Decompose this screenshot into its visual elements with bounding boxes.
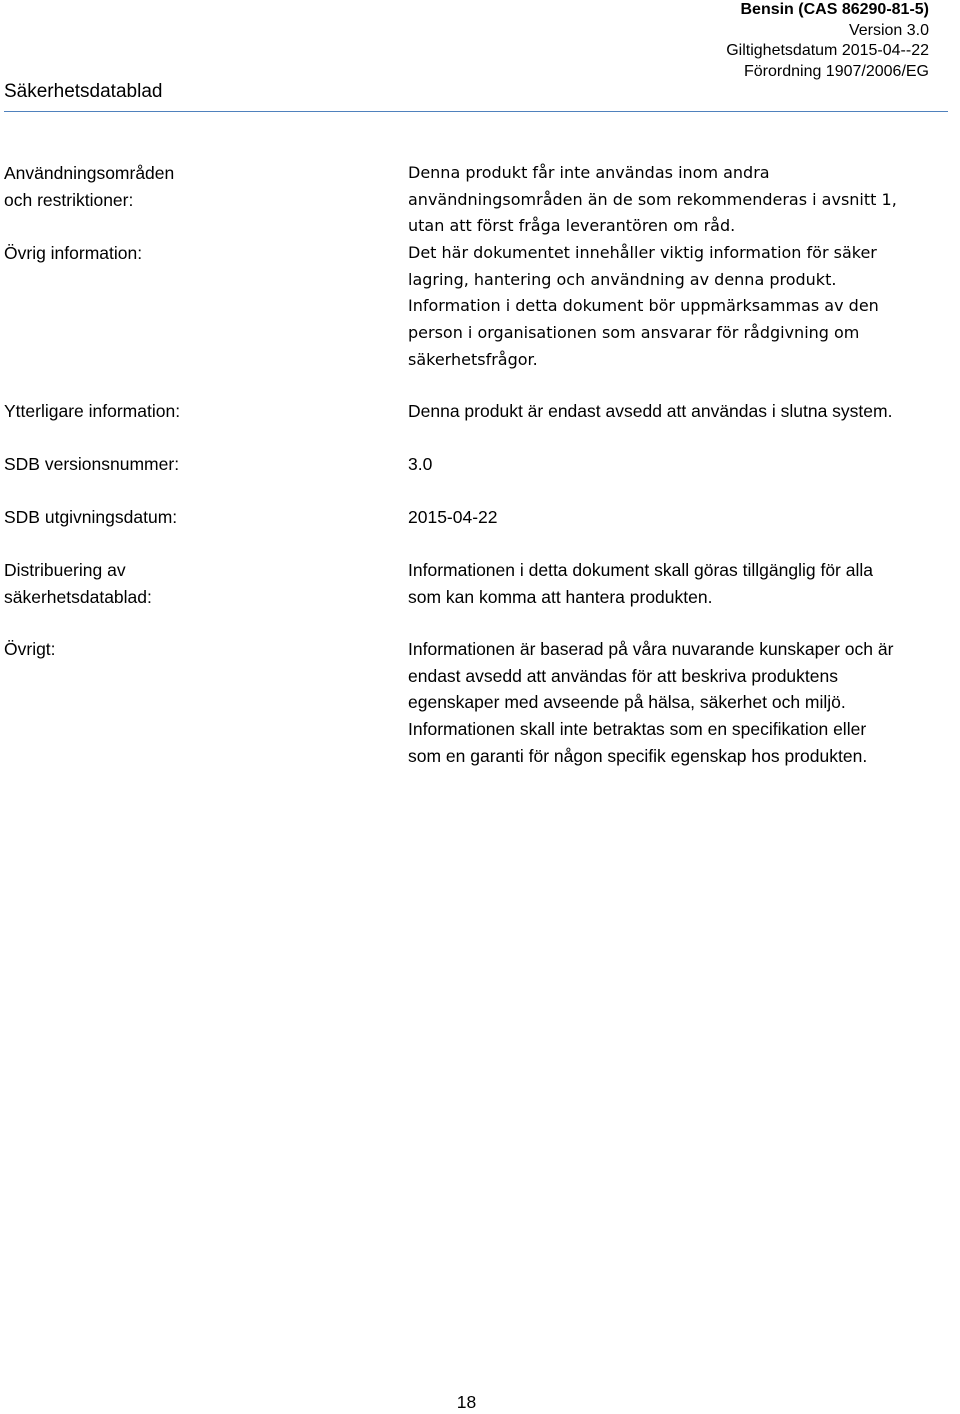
product-name: Bensin (CAS 86290-81-5) <box>740 1 929 18</box>
sds-version-value: 3.0 <box>408 454 433 474</box>
document-title: Säkerhetsdatablad <box>4 81 163 102</box>
additional-info-text: Denna produkt är endast avsedd att användas i slutna system. <box>408 401 893 421</box>
validity-date: Giltighetsdatum 2015-04--22 <box>726 42 929 59</box>
distribution-text: Informationen i detta dokument skall göras tillgänglig för alla som kan komma att hantera produkten. <box>408 560 873 607</box>
page-number: 18 <box>456 1392 477 1412</box>
misc-label: Övrigt: <box>4 639 56 659</box>
other-info-text: Det här dokumentet innehåller viktig information för säker lagring, hantering och användning av denna produkt. Information i detta dokument bör uppmärksammas av den person i organisationen som ansvarar för rådgivning om säkerhetsfrågor. <box>408 243 879 369</box>
misc-text: Informationen är baserad på våra nuvarande kunskaper och är endast avsedd att användas för att beskriva produktens egenskaper med avseende på hälsa, säkerhet och miljö. Informationen skall inte betraktas som en specifikation eller som en garanti för någon specifik egenskap hos produkten. <box>408 639 894 766</box>
sds-version-label: SDB versionsnummer: <box>4 454 180 474</box>
use-restrictions-text: Denna produkt får inte användas inom andra användningsområden än de som rekommenderas i avsnitt 1, utan att först fråga leverantören om råd. <box>408 163 897 236</box>
regulation-text: Förordning 1907/2006/EG <box>743 62 929 80</box>
additional-info-label: Ytterligare information: <box>4 401 181 421</box>
header-divider <box>4 111 948 112</box>
document-header <box>726 0 929 82</box>
sds-date-label: SDB utgivningsdatum: <box>4 507 178 527</box>
distribution-label: Distribuering av säkerhetsdatablad: <box>4 560 152 607</box>
sds-date-value: 2015-04-22 <box>408 507 498 527</box>
version-text: Version 3.0 <box>848 21 929 39</box>
other-info-label: Övrig information: <box>4 243 143 263</box>
use-restrictions-label: Användningsområden och restriktioner: <box>4 163 175 210</box>
